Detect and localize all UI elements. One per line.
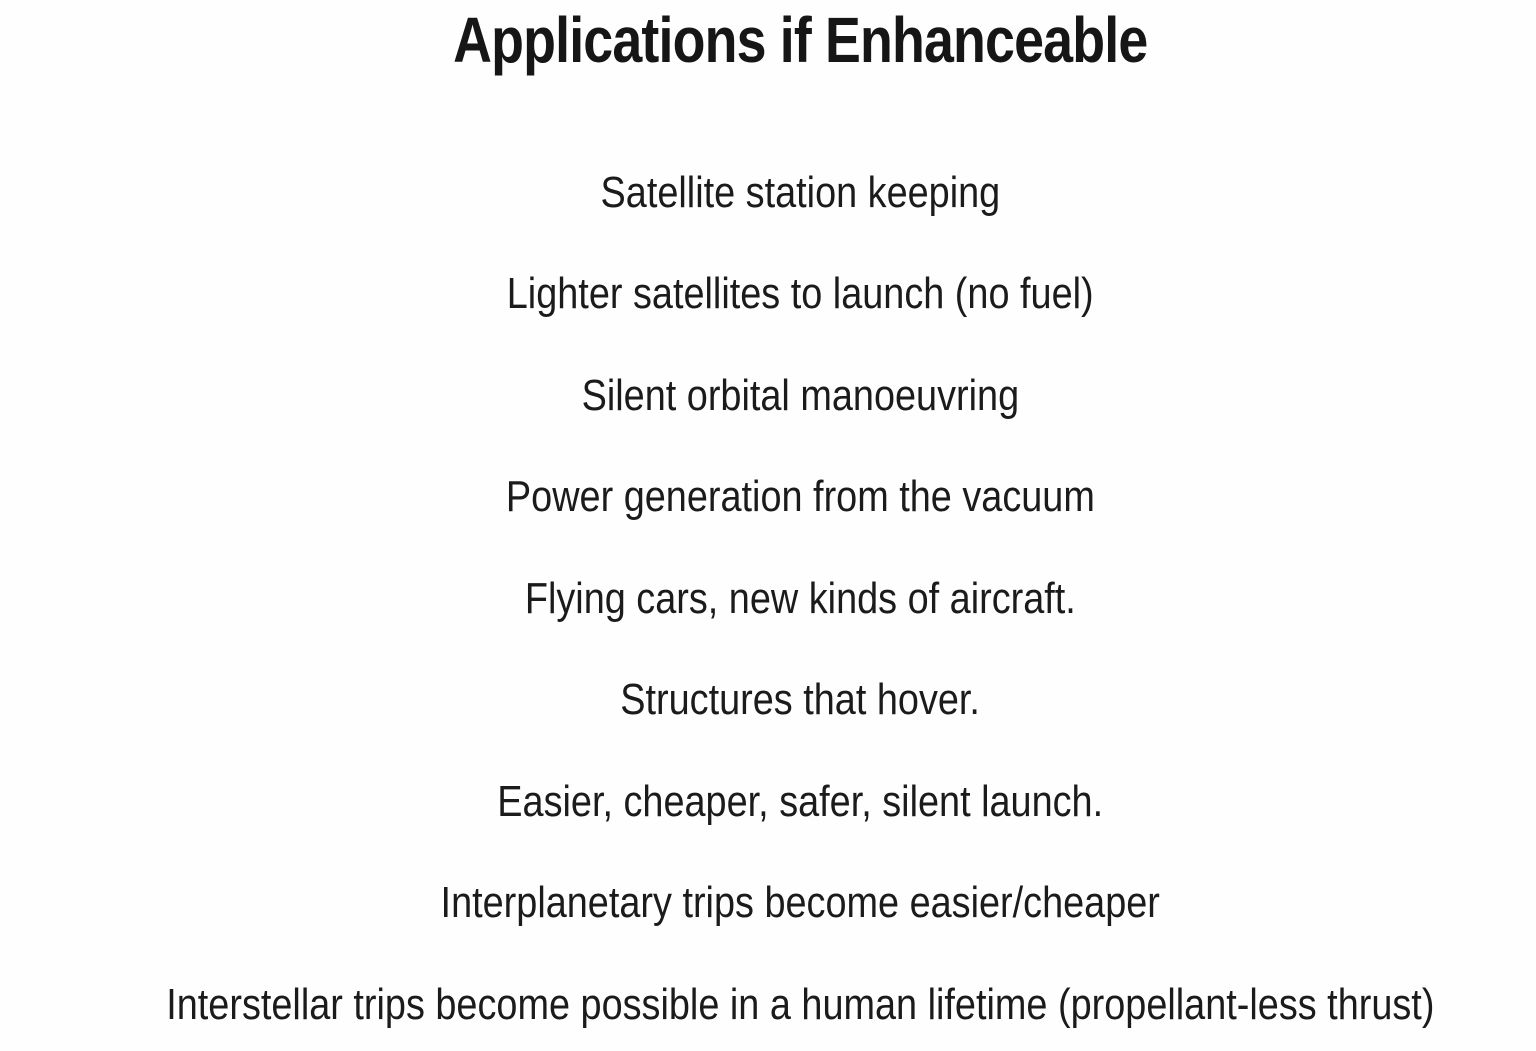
list-item-text: Flying cars, new kinds of aircraft. — [524, 573, 1076, 623]
list-item-text: Satellite station keeping — [600, 167, 1000, 217]
list-item — [64, 548, 1536, 650]
list-item — [64, 244, 1536, 346]
list-item-text: Easier, cheaper, safer, silent launch. — [497, 776, 1103, 826]
list-item-text: Interplanetary trips become easier/cheaper — [440, 878, 1160, 928]
list-item-text: Lighter satellites to launch (no fuel) — [506, 269, 1094, 319]
list-item — [64, 853, 1536, 955]
slide-body-list — [64, 142, 1536, 1051]
list-item-text: Power generation from the vacuum — [505, 472, 1095, 522]
list-item — [64, 345, 1536, 447]
list-item — [64, 751, 1536, 853]
list-item-text: Structures that hover. — [620, 675, 980, 725]
slide-title: Applications if Enhanceable — [452, 4, 1148, 76]
list-item-text: Interstellar trips become possible in a human lifetime (propellant-less thrust) — [165, 979, 1435, 1029]
slide-title-row — [64, 0, 1536, 80]
list-item-text: Silent orbital manoeuvring — [581, 370, 1019, 420]
list-item — [64, 142, 1536, 244]
list-item — [64, 954, 1536, 1051]
list-item — [64, 447, 1536, 549]
list-item — [64, 650, 1536, 752]
